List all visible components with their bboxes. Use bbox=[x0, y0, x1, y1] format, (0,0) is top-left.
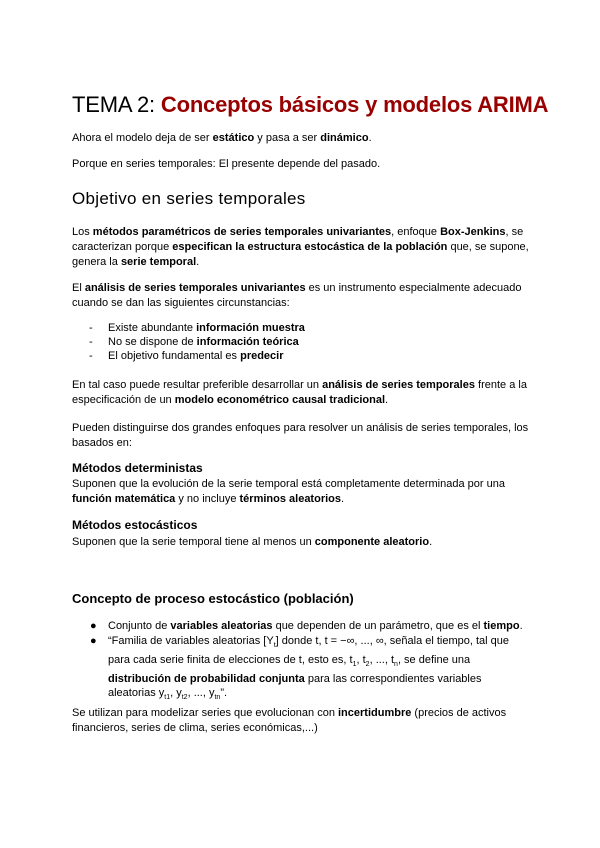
section2-paragraph-1: Se utilizan para modelizar series que evolucionan con incertidumbre (precios de activos financieros, series de clima, series económicas,...) bbox=[72, 707, 507, 734]
bullet-icon: ● bbox=[90, 635, 97, 647]
section1-paragraph-3: En tal caso puede resultar preferible desarrollar un análisis de series temporales frente a la especificación de un modelo econométrico causal tradicional. bbox=[72, 379, 527, 406]
section1-paragraph-2: El análisis de series temporales univariantes es un instrumento especialmente adecuado cuando se dan las siguientes circunstancias: bbox=[72, 282, 522, 309]
list-item: - Existe abundante información muestra bbox=[89, 322, 305, 334]
circumstances-list bbox=[72, 321, 532, 363]
page-title bbox=[72, 92, 548, 118]
section-heading-objetivo: Objetivo en series temporales bbox=[72, 189, 306, 208]
subheading-deterministas: Métodos deterministas bbox=[72, 461, 203, 475]
list-item: - No se dispone de información teórica bbox=[89, 336, 299, 348]
title-main: Conceptos básicos y modelos ARIMA bbox=[160, 92, 549, 117]
list-item: ● “Familia de variables aleatorias $[Y_t]$ donde t, t = −∞, ..., ∞, señala el tiempo, tal que para cada serie finita de elecciones de t, esto es, $t_1$, $t_2$, ..., $t_n$, se define una distribución de probabilidad conjunta para las correspondientes variables aleatorias $y_{t1}$, $y_{t2}$, ..., $y_{tn}$”. bbox=[90, 635, 510, 702]
intro-paragraph-2: Porque en series temporales: El presente depende del pasado. bbox=[72, 158, 381, 170]
section-heading-proceso: Concepto de proceso estocástico (población) bbox=[72, 591, 354, 606]
proceso-list bbox=[72, 619, 532, 707]
deterministas-text: Suponen que la evolución de la serie temporal está completamente determinada por una función matemática y no incluye términos aleatorios. bbox=[72, 478, 505, 505]
section1-paragraph-4: Pueden distinguirse dos grandes enfoques para resolver un análisis de series temporales, los basados en: bbox=[72, 422, 529, 449]
bullet-icon: ● bbox=[90, 620, 97, 632]
estocasticos-text: Suponen que la serie temporal tiene al menos un componente aleatorio. bbox=[72, 536, 433, 548]
list-item: - El objetivo fundamental es predecir bbox=[89, 350, 284, 362]
section1-paragraph-1: Los métodos paramétricos de series temporales univariantes, enfoque Box-Jenkins, se caracterizan porque especifican la estructura estocástica de la población que, se supone, genera la serie temporal. bbox=[72, 226, 529, 268]
list-item: ● Conjunto de variables aleatorias que dependen de un parámetro, que es el tiempo. bbox=[90, 620, 523, 632]
subheading-estocasticos: Métodos estocásticos bbox=[72, 518, 198, 532]
title-lead: TEMA 2: bbox=[72, 92, 155, 117]
intro-paragraph-1: Ahora el modelo deja de ser estático y pasa a ser dinámico. bbox=[72, 132, 372, 144]
